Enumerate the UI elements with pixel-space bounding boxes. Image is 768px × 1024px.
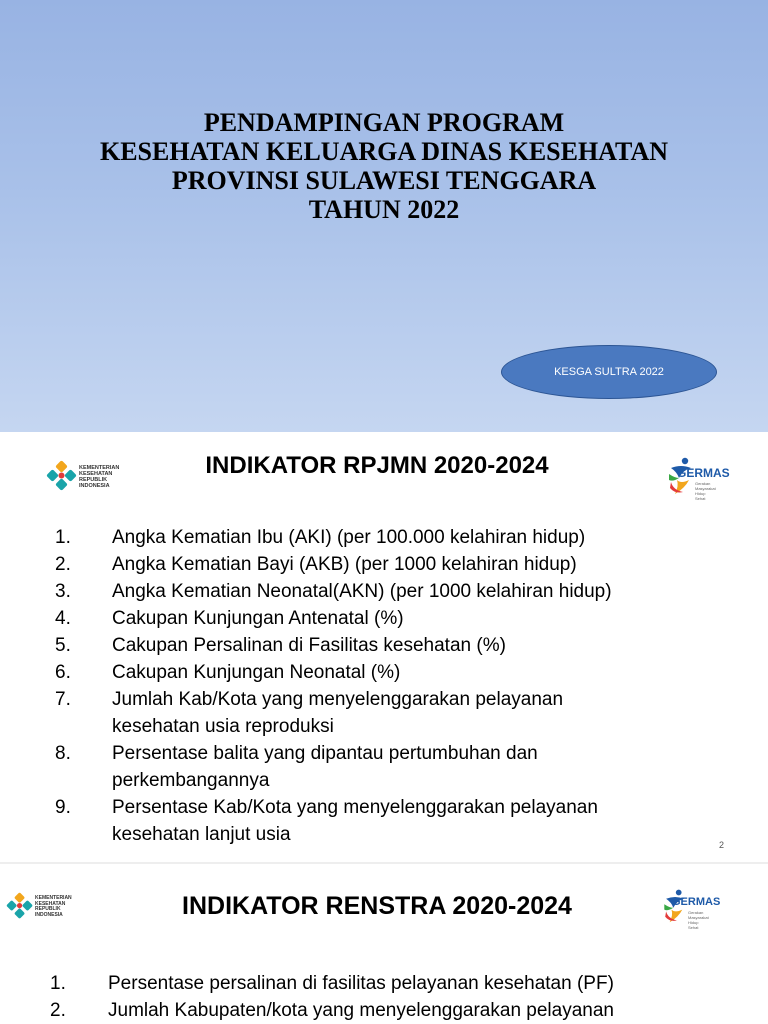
list-item: 2. Angka Kematian Bayi (AKB) (per 1000 kelahiran hidup) (55, 554, 577, 575)
slide-title (0, 108, 768, 224)
germas-tagline: Gerakan Masyarakat Hidup Sehat (688, 910, 709, 930)
kemenkes-label: KEMENTERIAN KESEHATAN REPUBLIK INDONESIA (35, 895, 72, 918)
list-item: 8. Persentase balita yang dipantau pertumbuhan dan perkembangannya (55, 743, 538, 791)
page-number: 2 (718, 840, 724, 850)
germas-logo (667, 456, 730, 501)
renstra-indicator-list (50, 970, 614, 1024)
list-item: 9. Persentase Kab/Kota yang menyelenggarakan pelayanan kesehatan lanjut usia (55, 797, 598, 845)
list-item: 1. Persentase persalinan di fasilitas pelayanan kesehatan (PF) (50, 973, 614, 994)
rpjmn-indicator-list (55, 524, 612, 848)
germas-logo (662, 888, 721, 930)
list-item: 3. Angka Kematian Neonatal(AKN) (per 1000 kelahiran hidup) (55, 581, 612, 602)
kesga-badge: KESGA SULTRA 2022 (501, 345, 717, 399)
title-line: TAHUN 2022 (308, 195, 460, 224)
germas-label: GERMAS (677, 466, 730, 480)
list-item: 7. Jumlah Kab/Kota yang menyelenggarakan pelayanan kesehatan usia reproduksi (55, 689, 564, 737)
title-line: KESEHATAN KELUARGA DINAS KESEHATAN (99, 137, 668, 166)
list-item: 5. Cakupan Persalinan di Fasilitas kesehatan (%) (55, 635, 506, 656)
title-line: PROVINSI SULAWESI TENGGARA (171, 166, 597, 195)
title-line: PENDAMPINGAN PROGRAM (203, 108, 565, 137)
germas-label: GERMAS (672, 896, 721, 908)
list-item: 2. Jumlah Kabupaten/kota yang menyelenggarakan pelayanan (50, 1000, 614, 1021)
renstra-slide (0, 864, 768, 1024)
rpjmn-slide (0, 432, 768, 864)
renstra-heading: INDIKATOR RENSTRA 2020-2024 (182, 892, 572, 920)
list-item: 1. Angka Kematian Ibu (AKI) (per 100.000 kelahiran hidup) (55, 527, 586, 548)
kemenkes-label: KEMENTERIAN KESEHATAN REPUBLIK INDONESIA (79, 465, 120, 489)
list-item: 4. Cakupan Kunjungan Antenatal (%) (55, 608, 404, 629)
germas-tagline: Gerakan Masyarakat Hidup Sehat (695, 481, 716, 501)
rpjmn-heading: INDIKATOR RPJMN 2020-2024 (205, 452, 549, 479)
list-item: 6. Cakupan Kunjungan Neonatal (%) (55, 662, 401, 683)
title-slide (0, 0, 768, 432)
